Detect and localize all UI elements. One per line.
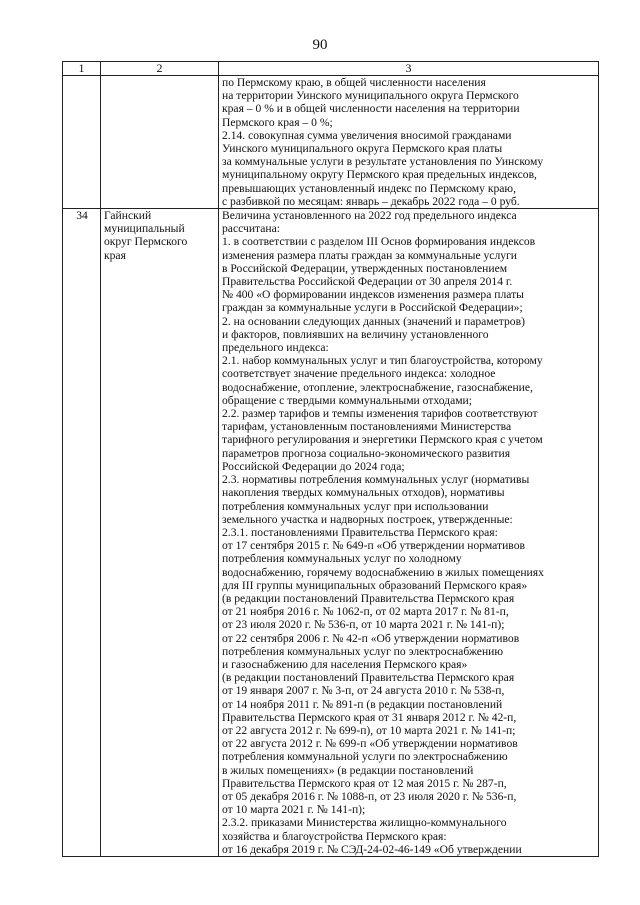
text-line: превышающих установленный индекс по Пермскому краю, [222,181,516,195]
header-col-2: 2 [101,62,219,76]
text-line: Российской Федерации до 2024 года; [222,459,405,473]
description-cell [219,76,599,209]
text-line: 2.3.2. приказами Министерства жилищно-коммунального [222,816,507,830]
text-line: тарифного регулирования и энергетики Пермского края с учетом [222,433,543,447]
text-line: от 21 ноября 2016 г. № 1062-п, от 02 марта 2017 г. № 81-п, [222,605,509,619]
municipality-name-line: муниципальный [104,222,185,236]
text-line: тарифам, установленным постановлениями Министерства [222,420,512,434]
text-line: (в редакции постановлений Правительства Пермского края [222,591,515,605]
text-line: Правительства Российской Федерации от 30 апреля 2014 г. [222,275,513,289]
municipality-cell [101,76,219,209]
text-line: Правительства Пермского края от 31 января 2012 г. № 42-п, [222,710,517,724]
text-line: от 16 декабря 2019 г. № СЭД-24-02-46-149 «Об утверждении [222,842,522,856]
text-line: от 05 декабря 2016 г. № 1088-п, от 23 июля 2020 г. № 536-п, [222,789,517,803]
text-line: от 22 августа 2012 г. № 699-п), от 10 марта 2021 г. № 141-п; [222,723,516,737]
text-line: 2. на основании следующих данных (значений и параметров) [222,314,525,328]
text-line: за коммунальные услуги в результате установления по Уинскому [222,155,544,169]
text-line: водоснабжение, отопление, электроснабжение, газоснабжение, [222,380,533,394]
table-row [63,209,599,857]
row-number-cell [63,76,101,209]
text-line: от 10 марта 2021 г. № 141-п); [222,803,366,817]
text-line: в жилых помещениях» (в редакции постановлений [222,763,474,777]
text-line: края – 0 % и в общей численности населения на территории [222,102,520,116]
text-line: (в редакции постановлений Правительства Пермского края [222,671,515,685]
text-line: потребления коммунальных услуг по электроснабжению [222,644,504,658]
text-line: граждан за коммунальные услуги в Российской Федерации»; [222,301,523,315]
text-line: от 17 сентября 2015 г. № 649-п «Об утверждении нормативов [222,539,525,553]
text-line: от 19 января 2007 г. № 3-п, от 24 августа 2010 г. № 538-п, [222,684,505,698]
row-number-cell [63,209,101,857]
header-col-3: 3 [219,62,599,76]
text-line: и факторов, повлиявших на величину установленного [222,327,489,341]
header-col-1: 1 [63,62,101,76]
text-line: 2.2. размер тарифов и темпы изменения тарифов соответствуют [222,407,538,421]
text-line: по Пермскому краю, в общей численности населения [222,76,486,89]
text-line: потребления коммунальных услуг при использовании [222,499,489,513]
text-line: соответствует значение предельного индекса: холодное [222,367,496,381]
text-line: водоснабжению, горячему водоснабжению в жилых помещениях [222,565,544,579]
text-line: хозяйства и благоустройства Пермского края: [222,829,447,843]
text-line: от 22 сентября 2006 г. № 42-п «Об утверждении нормативов [222,631,520,645]
text-line: муниципальному округу Пермского края предельных индексов, [222,168,537,182]
text-line: в Российской Федерации, утвержденных постановлением [222,261,508,275]
text-line: с разбивкой по месяцам: январь – декабрь 2022 года – 0 руб. [222,194,520,208]
table-header-row [63,62,599,76]
municipality-name-line: Гайнский [104,209,152,223]
text-line: 1. в соответствии с разделом III Основ формирования индексов [222,235,536,249]
text-line: Пермского края – 0 %; [222,115,333,129]
text-line: 2.14. совокупная сумма увеличения вносимой гражданами [222,128,512,142]
text-line: для III группы муниципальных образований Пермского края» [222,578,528,592]
text-line: 2.1. набор коммунальных услуг и тип благоустройства, которому [222,354,543,368]
text-line: на территории Уинского муниципального округа Пермского [222,89,519,103]
text-line: потребления коммунальной услуги по электроснабжению [222,750,508,764]
text-line: накопления твердых коммунальных отходов), нормативы [222,486,505,500]
page-number: 90 [312,37,328,53]
text-line: 2.3.1. постановлениями Правительства Пермского края: [222,525,498,539]
text-line: Величина установленного на 2022 год предельного индекса [222,209,517,223]
text-line: земельного участка и надворных построек, утвержденные: [222,512,513,526]
text-line: Уинского муниципального округа Пермского края платы [222,142,503,156]
text-line: параметров прогноза социально-экономического развития [222,446,511,460]
municipality-name-line: края [104,248,126,262]
text-line: потребления коммунальных услуг по холодному [222,552,462,566]
text-line: от 23 июля 2020 г. № 536-п, от 10 марта 2021 г. № 141-п); [222,618,505,632]
municipality-cell [101,209,219,857]
text-line: рассчитана: [222,222,280,236]
row-number: 34 [76,209,88,223]
text-line: изменения размера платы граждан за коммунальные услуги [222,248,517,262]
table-row [63,76,599,209]
municipality-name-line: округ Пермского [104,235,188,249]
index-table [62,61,599,857]
text-line: 2.3. нормативы потребления коммунальных услуг (нормативы [222,473,530,487]
text-line: № 400 «О формировании индексов изменения размера платы [222,288,524,302]
text-line: и газоснабжению для населения Пермского края» [222,657,468,671]
text-line: Правительства Пермского края от 12 мая 2015 г. № 287-п, [222,776,507,790]
text-line: от 14 ноября 2011 г. № 891-п (в редакции постановлений [222,697,503,711]
text-line: от 22 августа 2012 г. № 699-п «Об утверждении нормативов [222,737,518,751]
text-line: предельного индекса: [222,341,329,355]
text-line: обращение с твердыми коммунальными отходами; [222,393,472,407]
description-cell [219,209,599,857]
